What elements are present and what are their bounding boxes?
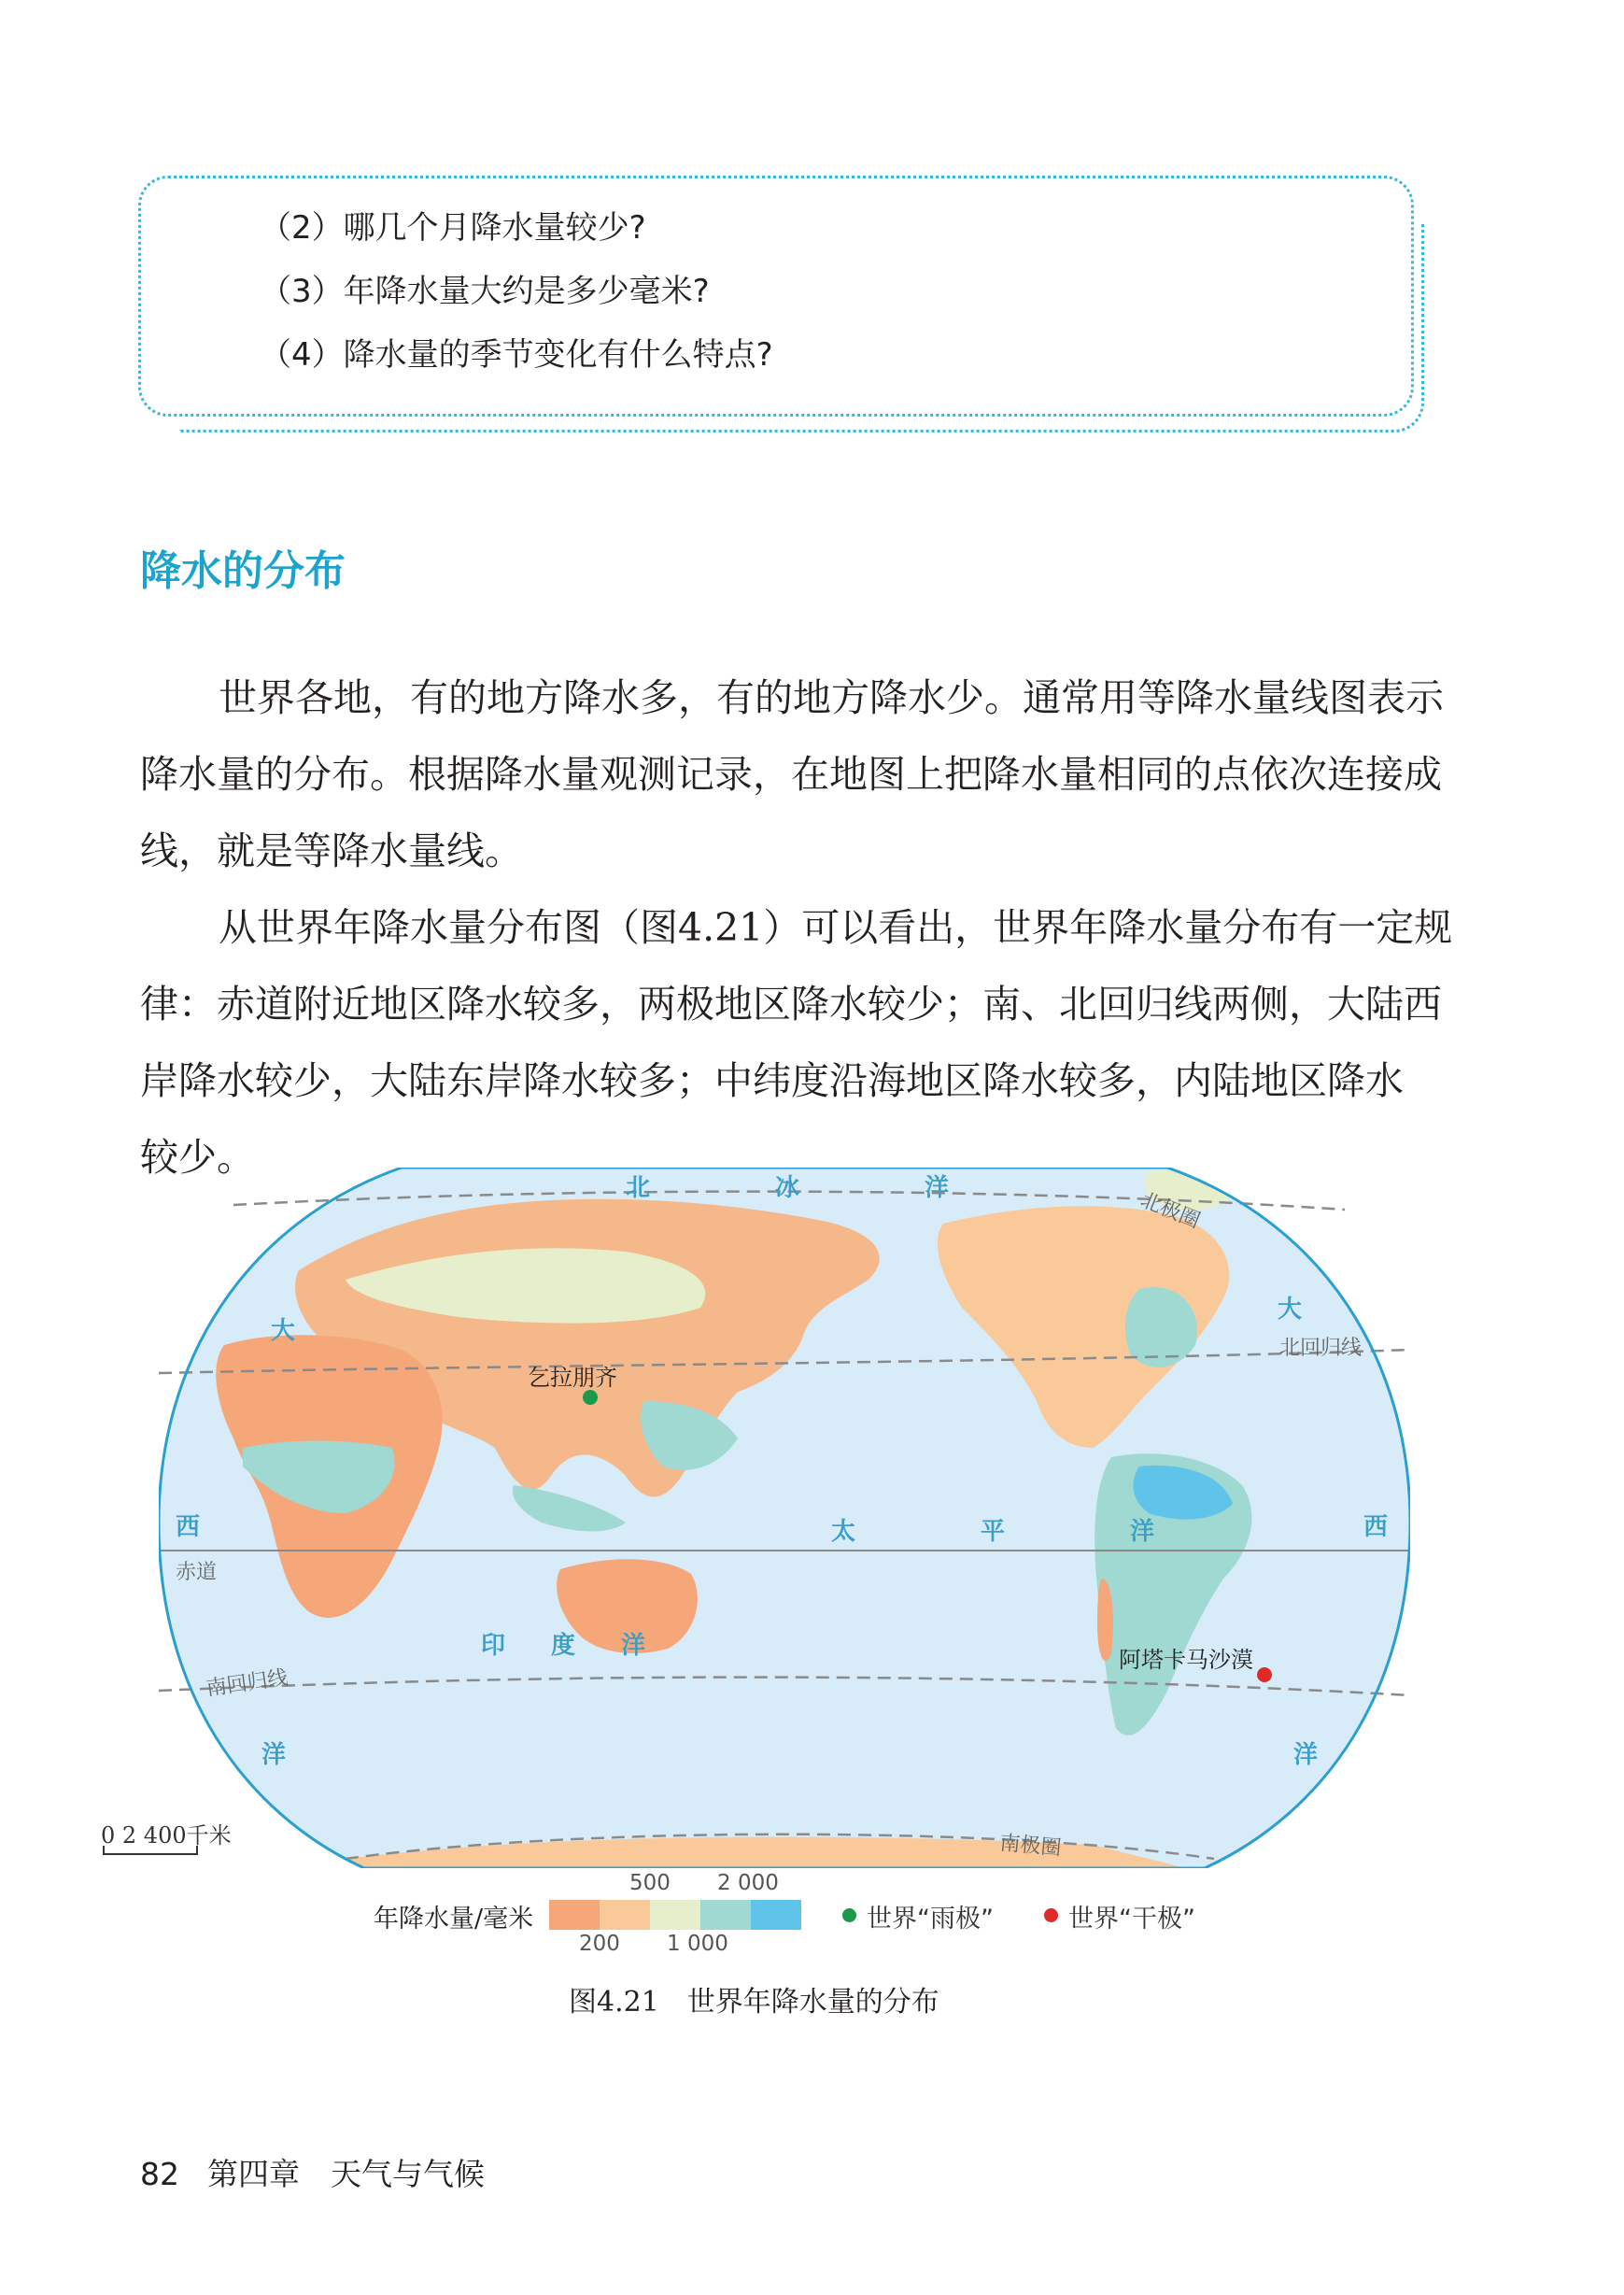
section-title: 降水的分布 [140, 547, 346, 595]
wet-pole-marker [583, 1390, 598, 1405]
atlantic-left-label-3: 洋 [261, 1741, 287, 1769]
wet-pole-name: 乞拉朋齐 [528, 1365, 617, 1391]
map-scale: 0 2 400千米 [101, 1822, 232, 1849]
legend-swatch-500-1000 [650, 1900, 700, 1930]
paragraph-2-line-2: 律：赤道附近地区降水较多，两极地区降水较少；南、北回归线两侧，大陆西 [140, 982, 1442, 1027]
paragraph-2-line-1: 从世界年降水量分布图（图4.21）可以看出，世界年降水量分布有一定规 [219, 905, 1453, 950]
legend-tick-2000: 2 000 [717, 1871, 779, 1895]
arctic-label-3: 洋 [925, 1174, 950, 1202]
paragraph-2 [140, 889, 1453, 1196]
legend-wet-pole-label: 世界“雨极” [867, 1905, 994, 1934]
arctic-label-2: 冰 [775, 1174, 800, 1202]
legend-swatch-1000-2000 [700, 1900, 751, 1930]
question-4: （4）降水量的季节变化有什么特点? [260, 336, 773, 374]
paragraph-2-line-3: 岸降水较少，大陆东岸降水较多；中纬度沿海地区降水较多，内陆地区降水 [140, 1058, 1404, 1103]
pacific-label-3: 洋 [1130, 1518, 1155, 1546]
paragraph-1 [140, 659, 1444, 889]
antarctic-circle-label: 南极圈 [998, 1832, 1063, 1861]
tropic-capricorn-label: 南回归线 [205, 1665, 289, 1701]
indian-label-3: 洋 [621, 1632, 646, 1660]
legend-dry-pole-label: 世界“干极” [1068, 1905, 1195, 1934]
tropic-cancer-label: 北回归线 [1279, 1337, 1363, 1360]
world-precipitation-map [159, 1168, 1410, 1868]
legend-title: 年降水量/毫米 [374, 1905, 534, 1934]
question-box-shadow [179, 224, 1424, 432]
legend-swatch-gt2000 [751, 1900, 801, 1930]
paragraph-1-line-2: 降水量的分布。根据降水量观测记录，在地图上把降水量相同的点依次连接成 [140, 752, 1442, 797]
legend-swatch-lt200 [549, 1900, 600, 1930]
legend-dry-pole-dot [1044, 1908, 1058, 1922]
paragraph-1-line-1: 世界各地，有的地方降水多，有的地方降水少。通常用等降水量线图表示 [219, 675, 1444, 720]
dry-pole-name: 阿塔卡马沙漠 [1119, 1647, 1253, 1673]
dry-pole-marker [1257, 1667, 1272, 1682]
indian-label-2: 度 [551, 1632, 576, 1660]
legend-tick-200: 200 [579, 1932, 620, 1956]
pacific-label-2: 平 [981, 1518, 1006, 1546]
legend-wet-pole-dot [842, 1908, 856, 1922]
legend-tick-500: 500 [629, 1871, 671, 1895]
pacific-label-1: 太 [831, 1518, 856, 1546]
atlantic-left-label-1: 大 [271, 1317, 296, 1345]
question-3: （3）年降水量大约是多少毫米? [260, 273, 710, 310]
chapter-title: 第四章 天气与气候 [207, 2156, 485, 2192]
question-2: （2）哪几个月降水量较少? [260, 209, 646, 247]
arctic-label-1: 北 [626, 1174, 651, 1202]
legend-swatch-200-500 [600, 1900, 650, 1930]
atlantic-left-label-2: 西 [176, 1513, 201, 1541]
page-number: 82 [140, 2156, 179, 2192]
page-footer [140, 2150, 485, 2194]
atlantic-right-label-1: 大 [1278, 1296, 1303, 1324]
arctic-circle-label: 北极圈 [1137, 1188, 1204, 1234]
figure-caption: 图4.21 世界年降水量的分布 [569, 1986, 939, 2019]
indian-label-1: 印 [481, 1632, 506, 1660]
equator-label: 赤道 [176, 1561, 218, 1584]
atlantic-right-label-2: 西 [1363, 1513, 1389, 1541]
paragraph-2-line-4: 较少。 [140, 1135, 255, 1180]
scale-bar [103, 1846, 198, 1855]
legend-tick-1000: 1 000 [667, 1932, 728, 1956]
paragraph-1-line-3: 线，就是等降水量线。 [140, 829, 523, 873]
atlantic-right-label-3: 洋 [1293, 1741, 1319, 1769]
